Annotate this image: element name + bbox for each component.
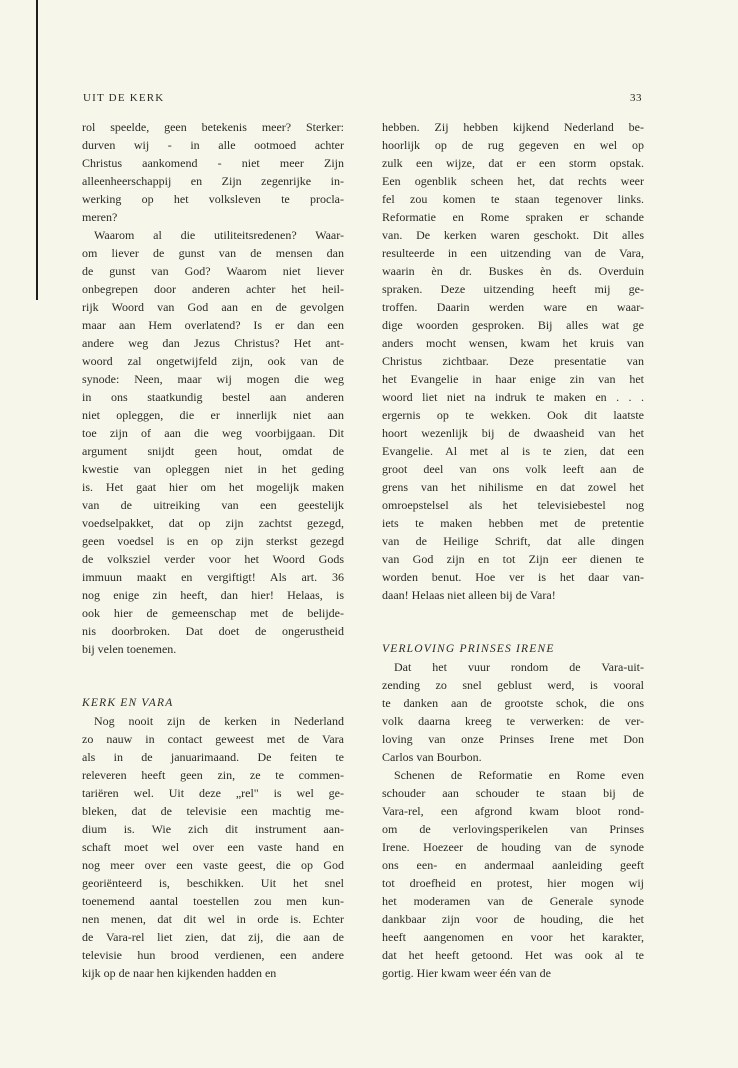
text-line: daan! Helaas niet alleen bij de Vara! (382, 588, 556, 602)
text-line: het Evangelie in haar enige zin van het (382, 372, 644, 386)
text-line: resulteerde in een uitzending van de Vara, (382, 246, 644, 260)
text-line: van God zijn en tot Zijn eer dienen te (382, 552, 644, 566)
text-line: Reformatie en Rome spraken er schande (382, 210, 644, 224)
text-line: bleken, dat de televisie een machtig me- (82, 804, 344, 818)
text-line: releveren heeft geen zin, ze te commen- (82, 768, 344, 782)
text-line: in ons staatkundig bestel aan anderen (82, 390, 344, 404)
text-line: meren? (82, 210, 118, 224)
text-line: woord zal ongetwijfeld zijn, ook van de (82, 354, 344, 368)
text-line: Christus aankomend - niet meer Zijn (82, 156, 344, 170)
section-spacer (382, 604, 644, 640)
text-line: onbegrepen door anderen achter het heil- (82, 282, 344, 296)
text-line: van de uitreiking van een geestelijk (82, 498, 344, 512)
text-line: tariëren wel. Uit deze „rel" is wel ge- (82, 786, 344, 800)
text-line: Nog nooit zijn de kerken in Nederland (94, 714, 344, 728)
text-line: Een ogenblik scheen het, dat rechts weer (382, 174, 644, 188)
text-line: de Vara-rel liet zien, dat zij, die aan de (82, 930, 344, 944)
paragraph (82, 712, 344, 982)
text-line: is. Het gaat hier om het mogelijk maken (82, 480, 344, 494)
text-line: ons een- en andermaal aanleiding geeft (382, 858, 644, 872)
text-line: alleenheerschappij en Zijn zegenrijke in- (82, 174, 344, 188)
left-column (82, 118, 344, 982)
text-line: hoort wezenlijk bij de dwaasheid van het (382, 426, 644, 440)
text-line: georiënteerd is, beschikken. Uit het snel (82, 876, 344, 890)
text-line: woord liet niet na indruk te maken en . . . (382, 390, 644, 404)
text-line: hoorlijk op de rug gegeven en wel op (382, 138, 644, 152)
paragraph (382, 658, 644, 766)
text-line: kwestie van opleggen niet in het geding (82, 462, 344, 476)
text-line: immuun maakt en vergiftigt! Als art. 36 (82, 570, 344, 584)
text-line: dankbaar zijn voor de houding, die het (382, 912, 644, 926)
text-line: toenemend aantal toestellen zou men kun- (82, 894, 344, 908)
text-line: ook hier de gemeenschap met de belijde- (82, 606, 344, 620)
text-line: dium is. Wie zich dit instrument aan- (82, 822, 344, 836)
running-header (83, 92, 642, 106)
text-line: waarin èn dr. Buskes èn ds. Overduin (382, 264, 644, 278)
text-line: spraken. Deze uitzending heeft mij ge- (382, 282, 644, 296)
text-line: Waarom al die utiliteitsredenen? Waar- (94, 228, 344, 242)
text-line: het moderamen van de Generale synode (382, 894, 644, 908)
text-line: televisie hun brood verdienen, een andere (82, 948, 344, 962)
text-line: tot droefheid en protest, hier mogen wij (382, 876, 644, 890)
text-line: ergernis op te wekken. Ook dit laatste (382, 408, 644, 422)
text-line: schaft moet wel over een vaste hand en (82, 840, 344, 854)
text-line: voedselpakket, dat op zijn zachtst gezegd, (82, 516, 344, 530)
text-line: Irene. Hoezeer de houding van de synode (382, 840, 644, 854)
page-edge-line (36, 0, 38, 300)
text-line: nen menen, dat dit wel in orde is. Echter (82, 912, 344, 926)
text-line: toe zijn of aan die weg voorbijgaan. Dit (82, 426, 344, 440)
text-line: durven wij - in alle ootmoed achter (82, 138, 344, 152)
text-line: bij velen toenemen. (82, 642, 177, 656)
text-line: nog meer over een vaste geest, die op God (82, 858, 344, 872)
right-column (382, 118, 644, 982)
text-line: van de Heilige Schrift, dat alle dingen (382, 534, 644, 548)
section-spacer (82, 658, 344, 694)
text-line: gortig. Hier kwam weer één van de (382, 966, 551, 980)
text-line: nog enige zin heeft, dan hier! Helaas, is (82, 588, 344, 602)
text-line: argument snijdt geen hout, omdat de (82, 444, 344, 458)
text-line: rijk Woord van God aan en de gevolgen (82, 300, 344, 314)
text-line: loving van onze Prinses Irene met Don (382, 732, 644, 746)
text-line: Dat het vuur rondom de Vara-uit- (394, 660, 644, 674)
text-line: dige woorden gesproken. Bij alles wat ge (382, 318, 644, 332)
text-line: te danken aan de grootste schok, die ons (382, 696, 644, 710)
page-number: 33 (630, 92, 642, 104)
text-line: groot deel van ons volk leeft aan de (382, 462, 644, 476)
paragraph (382, 766, 644, 982)
text-line: zending zo snel geblust werd, is vooral (382, 678, 644, 692)
text-line: volk daarna kreeg te verwerken: de ver- (382, 714, 644, 728)
text-line: synode: Neen, maar wij mogen die weg (82, 372, 344, 386)
text-line: Christus zichtbaar. Deze presentatie van (382, 354, 644, 368)
section-title-verloving-prinses-irene: VERLOVING PRINSES IRENE (382, 643, 555, 655)
text-line: iets te maken hebben met de pretentie (382, 516, 644, 530)
paragraph (382, 118, 644, 604)
text-line: om de verlovingsperikelen van Prinses (382, 822, 644, 836)
text-line: als in de januarimaand. De feiten te (82, 750, 344, 764)
text-line: van. De kerken waren geschokt. Dit alles (382, 228, 644, 242)
text-line: Schenen de Reformatie en Rome even (394, 768, 644, 782)
text-line: omroepstelsel als het televisiebestel nog (382, 498, 644, 512)
text-line: worden benut. Hoe ver is het daar van- (382, 570, 644, 584)
text-line: heeft aangenomen en voor het karakter, (382, 930, 644, 944)
text-line: Carlos van Bourbon. (382, 750, 482, 764)
text-line: maar aan Hem overlatend? Is er dan een (82, 318, 344, 332)
text-line: de gunst van God? Waarom niet liever (82, 264, 344, 278)
text-line: fel zou komen te staan tegenover links. (382, 192, 644, 206)
text-line: nis doorbroken. Dat doet de ongerustheid (82, 624, 344, 638)
running-title: UIT DE KERK (83, 92, 165, 104)
text-line: zo nauw in contact geweest met de Vara (82, 732, 344, 746)
paragraph (82, 118, 344, 226)
text-line: grens van het nihilisme en dat zowel het (382, 480, 644, 494)
text-line: dat het heeft getoond. Het was ook al te (382, 948, 644, 962)
section-title-kerk-en-vara: KERK EN VARA (82, 697, 174, 709)
text-line: werking op het volksleven te procla- (82, 192, 344, 206)
text-line: om liever de gunst van de mensen dan (82, 246, 344, 260)
text-line: anders mocht wensen, kwam het kruis van (382, 336, 644, 350)
text-line: hebben. Zij hebben kijkend Nederland be- (382, 120, 644, 134)
text-line: kijk op de naar hen kijkenden hadden en (82, 966, 277, 980)
text-line: niet opleggen, die er innerlijk niet aan (82, 408, 344, 422)
text-line: rol speelde, geen betekenis meer? Sterker: (82, 120, 344, 134)
text-line: troffen. Daarin werden ware en waar- (382, 300, 644, 314)
text-line: Evangelie. Al met al is te zien, dat een (382, 444, 644, 458)
text-line: schouder aan schouder te staan bij de (382, 786, 644, 800)
text-line: de volksziel verder voor het Woord Gods (82, 552, 344, 566)
text-line: andere weg dan Jezus Christus? Het ant- (82, 336, 344, 350)
text-line: geen voedsel is en op zijn sterkst gezegd (82, 534, 344, 548)
text-line: zulk een wijze, dat er een storm opstak. (382, 156, 644, 170)
paragraph (82, 226, 344, 658)
text-line: Vara-rel, een afgrond kwam bloot rond- (382, 804, 644, 818)
